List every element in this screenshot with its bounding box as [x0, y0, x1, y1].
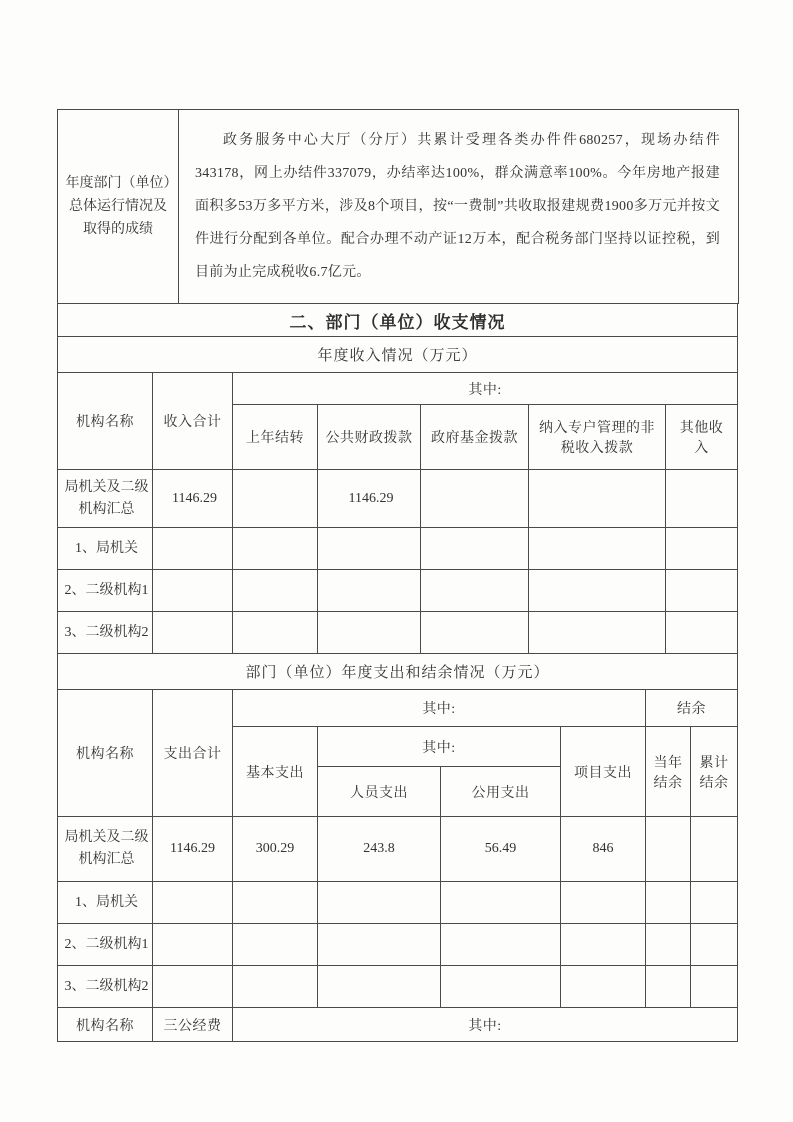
income-header-carryover: 上年结转	[233, 405, 318, 470]
expenditure-header-org: 机构名称	[58, 690, 153, 817]
expenditure-header-current-balance: 当年结余	[646, 727, 691, 817]
section-title-row	[57, 303, 738, 337]
three-public-table	[57, 1007, 738, 1042]
income-cell	[233, 612, 318, 654]
expenditure-header-project: 项目支出	[561, 727, 646, 817]
expenditure-cell-project	[561, 924, 646, 966]
expenditure-cell-personnel: 243.8	[318, 817, 441, 882]
expenditure-cell-basic: 300.29	[233, 817, 318, 882]
expenditure-cell-personnel	[318, 924, 441, 966]
income-header-org: 机构名称	[58, 373, 153, 470]
income-cell	[421, 528, 529, 570]
income-row-org: 3、二级机构2	[58, 612, 153, 654]
expenditure-cell-project	[561, 966, 646, 1008]
expenditure-cell-cumulative	[691, 882, 738, 924]
overview-content-text: 政务服务中心大厅（分厅）共累计受理各类办件件680257，现场办结件343178，网上办结件337079，办结率达100%，群众满意率100%。今年房地产报建面积多53万多平方米，涉及8个项目，按“一费制”共收取报建规费1900多万元并按文件进行分配到各单位。配合办理不动产证12万本，配合税务部门坚持以证控税，到目前为止完成税收6.7亿元。	[195, 133, 720, 280]
income-header-other: 其他收入	[666, 405, 738, 470]
income-header-public-finance: 公共财政拨款	[318, 405, 421, 470]
expenditure-title: 部门（单位）年度支出和结余情况（万元）	[245, 665, 550, 681]
expenditure-cell-personnel	[318, 882, 441, 924]
income-cell	[529, 528, 666, 570]
expenditure-cell-public	[441, 924, 561, 966]
income-cell	[529, 612, 666, 654]
income-cell	[318, 612, 421, 654]
three-public-row	[58, 1008, 738, 1042]
expenditure-cell-cumulative	[691, 817, 738, 882]
expenditure-row-org: 1、局机关	[58, 882, 153, 924]
income-row-total	[153, 570, 233, 612]
expenditure-row-org: 局机关及二级机构汇总	[58, 817, 153, 882]
expenditure-header-cumulative-balance: 累计结余	[691, 727, 738, 817]
expenditure-cell-total: 1146.29	[153, 817, 233, 882]
expenditure-header-among2: 其中:	[318, 727, 561, 767]
overview-table	[57, 109, 739, 304]
expenditure-header-total: 支出合计	[153, 690, 233, 817]
overview-row	[58, 110, 739, 304]
overview-content-cell	[179, 110, 739, 304]
expenditure-cell-public: 56.49	[441, 817, 561, 882]
expenditure-title-row	[57, 653, 738, 690]
expenditure-header-personnel: 人员支出	[318, 767, 441, 817]
expenditure-row-org: 3、二级机构2	[58, 966, 153, 1008]
expenditure-cell-personnel	[318, 966, 441, 1008]
expenditure-cell-current	[646, 924, 691, 966]
expenditure-data-row	[58, 966, 738, 1008]
income-cell	[421, 612, 529, 654]
income-data-row	[58, 570, 738, 612]
expenditure-cell-project	[561, 882, 646, 924]
expenditure-cell-total	[153, 966, 233, 1008]
expenditure-cell-public	[441, 966, 561, 1008]
income-row-total	[153, 612, 233, 654]
expenditure-data-row	[58, 817, 738, 882]
income-header-row-1	[58, 373, 738, 405]
expenditure-cell-cumulative	[691, 924, 738, 966]
income-cell	[529, 570, 666, 612]
expenditure-header-public: 公用支出	[441, 767, 561, 817]
income-row-org: 2、二级机构1	[58, 570, 153, 612]
income-cell	[233, 570, 318, 612]
income-cell	[318, 528, 421, 570]
income-header-among: 其中:	[233, 373, 738, 405]
income-cell	[421, 470, 529, 528]
expenditure-cell-total	[153, 924, 233, 966]
income-header-gov-fund: 政府基金拨款	[421, 405, 529, 470]
income-cell	[318, 570, 421, 612]
budget-report	[57, 110, 738, 1042]
income-cell	[233, 528, 318, 570]
income-header-total: 收入合计	[153, 373, 233, 470]
income-cell	[233, 470, 318, 528]
income-row-org: 局机关及二级机构汇总	[58, 470, 153, 528]
expenditure-data-row	[58, 924, 738, 966]
expenditure-cell-total	[153, 882, 233, 924]
income-row-org: 1、局机关	[58, 528, 153, 570]
income-cell	[666, 528, 738, 570]
income-cell	[666, 470, 738, 528]
income-cell	[421, 570, 529, 612]
section-title: 二、部门（单位）收支情况	[289, 312, 506, 332]
three-public-among: 其中:	[233, 1008, 738, 1042]
three-public-fee-label: 三公经费	[153, 1008, 233, 1042]
expenditure-cell-current	[646, 882, 691, 924]
expenditure-header-balance: 结余	[646, 690, 738, 727]
income-cell	[666, 570, 738, 612]
expenditure-row-org: 2、二级机构1	[58, 924, 153, 966]
expenditure-table	[57, 689, 738, 1008]
income-table	[57, 372, 738, 654]
expenditure-cell-public	[441, 882, 561, 924]
income-title-row	[57, 336, 738, 373]
three-public-org-label: 机构名称	[58, 1008, 153, 1042]
income-row-total: 1146.29	[153, 470, 233, 528]
expenditure-cell-cumulative	[691, 966, 738, 1008]
income-data-row	[58, 470, 738, 528]
income-row-total	[153, 528, 233, 570]
overview-label: 年度部门（单位）总体运行情况及取得的成绩	[58, 110, 179, 304]
expenditure-cell-current	[646, 817, 691, 882]
expenditure-cell-current	[646, 966, 691, 1008]
expenditure-header-among: 其中:	[233, 690, 646, 727]
income-data-row	[58, 528, 738, 570]
income-data-row	[58, 612, 738, 654]
expenditure-cell-basic	[233, 882, 318, 924]
income-cell: 1146.29	[318, 470, 421, 528]
expenditure-cell-basic	[233, 966, 318, 1008]
income-title: 年度收入情况（万元）	[317, 348, 478, 364]
expenditure-cell-project: 846	[561, 817, 646, 882]
expenditure-header-basic: 基本支出	[233, 727, 318, 817]
expenditure-cell-basic	[233, 924, 318, 966]
income-cell	[529, 470, 666, 528]
expenditure-header-row-1	[58, 690, 738, 727]
income-header-nontax: 纳入专户管理的非税收入拨款	[529, 405, 666, 470]
expenditure-data-row	[58, 882, 738, 924]
income-cell	[666, 612, 738, 654]
